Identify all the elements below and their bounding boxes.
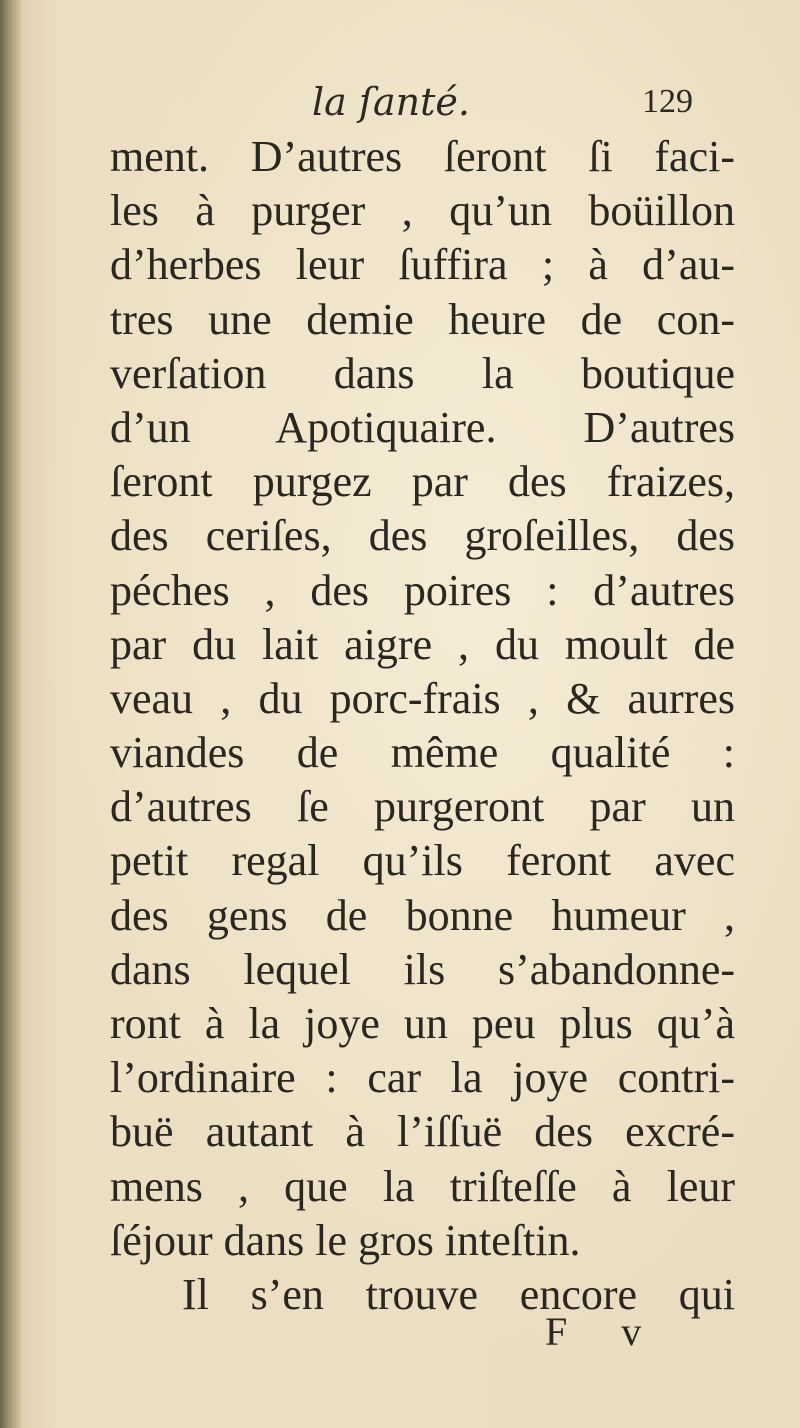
text-line: petit regal qu’ils feront avec	[110, 836, 735, 886]
text-line: Il s’en trouve encore qui	[182, 1269, 735, 1319]
signature-mark: F v	[545, 1309, 664, 1354]
text-line: verſation dans la boutique	[110, 348, 735, 398]
text-line: buë autant à l’iſſuë des excré-	[110, 1107, 735, 1157]
text-line: des ceriſes, des groſeilles, des	[110, 511, 735, 561]
text-line: mens , que la triſteſſe à leur	[110, 1161, 735, 1211]
text-line: dans lequel ils s’abandonne-	[110, 944, 735, 994]
page-number: 129	[642, 83, 693, 120]
book-spine-shadow	[0, 0, 22, 1428]
page-footer	[0, 1302, 800, 1362]
text-line: veau , du porc-frais , & aurres	[110, 673, 735, 723]
text-line: tres une demie heure de con-	[110, 294, 735, 344]
text-line: d’autres ſe purgeront par un	[110, 782, 735, 832]
running-title: la ſanté.	[312, 80, 470, 124]
text-line: ront à la joye un peu plus qu’à	[110, 999, 735, 1048]
text-line: péches , des poires : d’autres	[110, 565, 735, 615]
page-header	[0, 72, 800, 132]
text-line: d’un Apotiquaire. D’autres	[110, 402, 735, 452]
text-line: par du lait aigre , du moult de	[110, 619, 735, 669]
text-line: ment. D’autres ſeront ſi faci-	[110, 132, 735, 181]
body-text	[110, 130, 735, 1322]
text-line: des gens de bonne humeur ,	[110, 890, 735, 940]
text-line: d’herbes leur ſuffira ; à d’au-	[110, 240, 735, 290]
text-line: ſéjour dans le gros inteſtin.	[110, 1215, 581, 1265]
text-line: viandes de même qualité :	[110, 728, 735, 778]
text-line: ſeront purgez par des fraizes,	[110, 457, 735, 507]
text-line: les à purger , qu’un boüillon	[110, 186, 735, 236]
text-line: l’ordinaire : car la joye contri-	[110, 1053, 735, 1103]
